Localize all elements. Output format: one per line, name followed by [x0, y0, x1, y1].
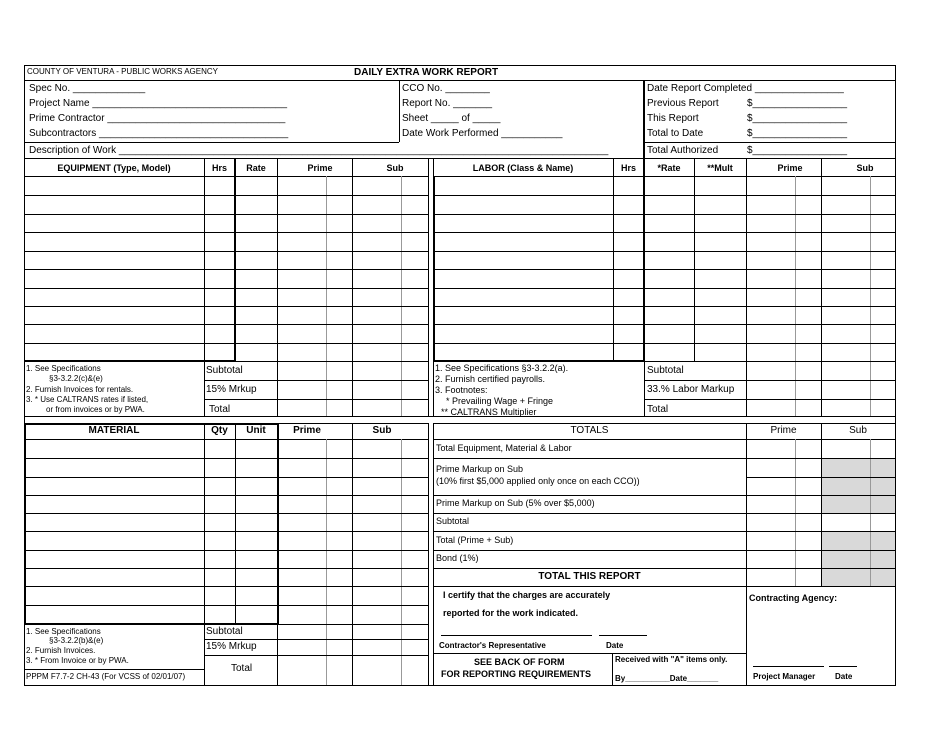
labor-col-class: LABOR (Class & Name)	[472, 163, 574, 173]
equip-markup: 15% Mrkup	[206, 384, 257, 395]
info-right-line	[643, 142, 895, 143]
material-col-qty: Qty	[211, 425, 228, 436]
totals-left	[433, 423, 434, 685]
see-back-label: FOR REPORTING REQUIREMENTS	[441, 669, 592, 679]
labor-sum-line	[644, 399, 895, 400]
totals-row	[433, 550, 895, 551]
material-note: 2. Furnish Invoices.	[26, 646, 96, 655]
labor-body-bottom-r	[645, 361, 895, 362]
totals-row	[433, 586, 895, 587]
material-v6	[401, 439, 402, 685]
labor-sum-divider	[644, 361, 645, 416]
totals-row	[433, 513, 895, 514]
equip-row	[24, 214, 428, 215]
totals-header-line	[433, 439, 895, 440]
equip-v1	[204, 158, 205, 416]
material-sum-line	[204, 639, 428, 640]
material-col-name: MATERIAL	[88, 425, 140, 436]
equip-col-type: EQUIPMENT (Type, Model)	[57, 163, 171, 173]
info-mid-divider	[399, 80, 400, 142]
form-id: PPPM F7.7-2 CH-43 (For VCSS of 02/01/07)	[26, 672, 186, 681]
equip-row	[24, 288, 428, 289]
labor-col-rate: *Rate	[657, 163, 681, 173]
equip-sum-line	[204, 399, 428, 400]
material-note: 3. * From Invoice or by PWA.	[26, 656, 129, 665]
equip-v3	[277, 158, 278, 416]
prime-contractor-field[interactable]: Prime Contractor ________________________________	[29, 113, 286, 124]
material-v1	[204, 423, 205, 685]
totals-col-prime: Prime	[770, 425, 797, 436]
material-header-line	[24, 439, 428, 440]
labor-row	[433, 251, 895, 252]
equip-row	[24, 232, 428, 233]
material-v3	[277, 423, 279, 624]
section-divider	[24, 416, 896, 417]
material-markup: 15% Mrkup	[206, 641, 257, 652]
totals-row-label: Prime Markup on Sub (5% over $5,000)	[436, 498, 595, 508]
material-row	[24, 586, 428, 587]
labor-sum-line	[644, 380, 895, 381]
equip-subtotal: Subtotal	[206, 365, 243, 376]
material-note: 1. See Specifications	[26, 627, 101, 636]
totals-v3	[821, 423, 822, 586]
labor-note: 2. Furnish certified payrolls.	[435, 374, 546, 384]
labor-row	[433, 324, 895, 325]
see-back-line	[433, 653, 746, 654]
equip-row	[24, 306, 428, 307]
total-this-report: TOTAL THIS REPORT	[538, 571, 641, 582]
material-row	[24, 605, 428, 606]
agency-name: COUNTY OF VENTURA - PUBLIC WORKS AGENCY	[27, 67, 218, 76]
labor-subtotal: Subtotal	[647, 365, 684, 376]
material-note: §3-3.2.2(b)&(e)	[49, 636, 104, 645]
shaded-cell	[821, 495, 895, 513]
material-col-unit: Unit	[246, 425, 266, 436]
totals-row-label: (10% first $5,000 applied only once on each CCO))	[436, 476, 640, 486]
contractor-rep-label: Contractor's Representative	[439, 641, 546, 650]
labor-body-left	[433, 176, 435, 361]
labor-col-hrs: Hrs	[620, 163, 636, 173]
labor-total: Total	[647, 404, 669, 415]
material-row	[24, 458, 428, 459]
border-top	[24, 65, 896, 66]
material-row	[24, 531, 428, 532]
equip-col-sub: Sub	[386, 163, 404, 173]
equip-note: §3-3.2.2(c)&(e)	[49, 374, 103, 383]
pm-date-label: Date	[835, 672, 853, 681]
labor-header-line	[433, 176, 895, 177]
previous-report-field[interactable]: $_________________	[747, 98, 848, 109]
received-divider	[612, 653, 613, 685]
certify-line: reported for the work indicated.	[443, 608, 579, 618]
totals-row	[746, 477, 895, 478]
material-row	[24, 495, 428, 496]
labor-note: ** CALTRANS Multiplier	[441, 407, 537, 417]
material-right	[428, 423, 429, 685]
material-v5	[352, 423, 353, 685]
labor-row	[433, 306, 895, 307]
labor-row	[433, 288, 895, 289]
labor-v1	[613, 158, 614, 361]
material-row	[24, 477, 428, 478]
totals-v1	[746, 423, 747, 685]
right-block-divider	[643, 80, 645, 361]
pm-signature-line	[753, 666, 824, 667]
labor-v3	[746, 158, 747, 416]
labor-markup: 33.% Labor Markup	[647, 384, 735, 395]
material-row	[24, 568, 428, 569]
equip-total: Total	[209, 404, 231, 415]
material-sum-line	[204, 655, 428, 656]
material-left	[24, 423, 26, 624]
totals-row-label: Total Equipment, Material & Labor	[436, 443, 572, 453]
equip-note: 3. * Use CALTRANS rates if listed,	[26, 395, 149, 404]
material-v2	[235, 423, 236, 624]
material-col-prime: Prime	[293, 425, 321, 436]
equip-note: or from invoices or by PWA.	[46, 405, 145, 414]
this-report-label: This Report	[647, 113, 699, 124]
equip-row	[24, 195, 428, 196]
labor-row	[433, 232, 895, 233]
totals-row	[433, 495, 895, 496]
cco-no-field[interactable]: CCO No. ________	[402, 83, 490, 94]
labor-row	[433, 269, 895, 270]
labor-v2	[694, 158, 695, 361]
totals-row-label: Total (Prime + Sub)	[436, 535, 514, 545]
material-body-bottom-r	[278, 624, 428, 625]
gap-left-line	[428, 158, 429, 416]
header-divider	[24, 80, 896, 81]
signature-line	[441, 635, 592, 636]
project-name-field[interactable]: Project Name ___________________________________	[29, 98, 288, 109]
equip-row	[24, 269, 428, 270]
totals-header: TOTALS	[570, 425, 609, 436]
received-by-field[interactable]: By__________Date_______	[615, 674, 719, 683]
equip-col-rate: Rate	[246, 163, 266, 173]
material-row	[24, 513, 428, 514]
signature-date-line	[599, 635, 647, 636]
shaded-cell	[821, 531, 895, 586]
received-label: Received with "A" items only.	[615, 655, 728, 664]
labor-row	[433, 214, 895, 215]
totals-row-label: Bond (1%)	[436, 553, 479, 563]
labor-col-prime: Prime	[777, 163, 803, 173]
labor-col-sub: Sub	[856, 163, 874, 173]
equip-row	[24, 324, 428, 325]
labor-note: 1. See Specifications §3-3.2.2(a).	[435, 363, 569, 373]
equip-row	[24, 343, 428, 344]
date-completed-field[interactable]: Date Report Completed ________________	[647, 83, 844, 94]
material-row	[24, 550, 428, 551]
previous-report-label: Previous Report	[647, 98, 719, 109]
equip-note: 1. See Specifications	[26, 364, 101, 373]
labor-v5	[821, 158, 822, 416]
totals-row	[433, 531, 895, 532]
totals-row-label: Subtotal	[436, 516, 470, 526]
equip-v2	[234, 158, 236, 361]
report-no-field[interactable]: Report No. _______	[402, 98, 493, 109]
total-authorized-label: Total Authorized	[647, 145, 719, 156]
pm-date-line	[829, 666, 857, 667]
this-report-field[interactable]: $_________________	[747, 113, 848, 124]
totals-top	[433, 423, 895, 424]
date-performed-field[interactable]: Date Work Performed ___________	[402, 128, 563, 139]
labor-body-bottom	[433, 360, 645, 362]
material-top-r	[278, 423, 428, 424]
total-to-date-label: Total to Date	[647, 128, 704, 139]
border-bottom	[24, 685, 896, 686]
totals-row	[433, 568, 895, 569]
material-v4	[326, 439, 327, 685]
equip-row	[24, 251, 428, 252]
totals-col-sub: Sub	[849, 425, 867, 436]
labor-row	[433, 195, 895, 196]
info-bottom-line	[24, 158, 896, 159]
page-title: DAILY EXTRA WORK REPORT	[354, 67, 499, 78]
equip-body-bottom-r	[235, 361, 428, 362]
equip-sum-line	[204, 380, 428, 381]
totals-row-label: Prime Markup on Sub	[436, 464, 524, 474]
equip-header-line	[24, 176, 428, 177]
certify-line: I certify that the charges are accurately	[443, 590, 611, 600]
labor-note: * Prevailing Wage + Fringe	[446, 396, 553, 406]
equip-col-hrs: Hrs	[211, 163, 227, 173]
form-id-line	[24, 669, 204, 670]
info-left-line	[24, 142, 399, 143]
total-authorized-field[interactable]: $_________________	[747, 145, 848, 156]
sheet-field[interactable]: Sheet _____ of _____	[402, 113, 501, 124]
equip-v5	[352, 158, 353, 416]
project-manager-label: Project Manager	[753, 672, 816, 681]
total-to-date-field[interactable]: $_________________	[747, 128, 848, 139]
equip-col-prime: Prime	[307, 163, 333, 173]
material-total: Total	[231, 663, 253, 674]
equip-note: 2. Furnish Invoices for rentals.	[26, 385, 134, 394]
contracting-agency-label: Contracting Agency:	[749, 593, 838, 603]
equip-body-bottom	[24, 360, 235, 362]
subcontractors-field[interactable]: Subcontractors __________________________________	[29, 128, 289, 139]
material-body-bottom	[24, 623, 278, 625]
labor-row	[433, 343, 895, 344]
material-top	[24, 423, 278, 425]
contractor-date-label: Date	[606, 641, 624, 650]
material-subtotal: Subtotal	[206, 626, 243, 637]
labor-col-mult: **Mult	[707, 163, 733, 173]
totals-row	[433, 458, 895, 459]
labor-note: 3. Footnotes:	[435, 385, 488, 395]
see-back-label: SEE BACK OF FORM	[474, 657, 565, 667]
material-col-sub: Sub	[372, 425, 392, 436]
description-field[interactable]: Description of Work ________________________________________________________________________________________	[29, 145, 609, 156]
spec-no-field[interactable]: Spec No. _____________	[29, 83, 146, 94]
